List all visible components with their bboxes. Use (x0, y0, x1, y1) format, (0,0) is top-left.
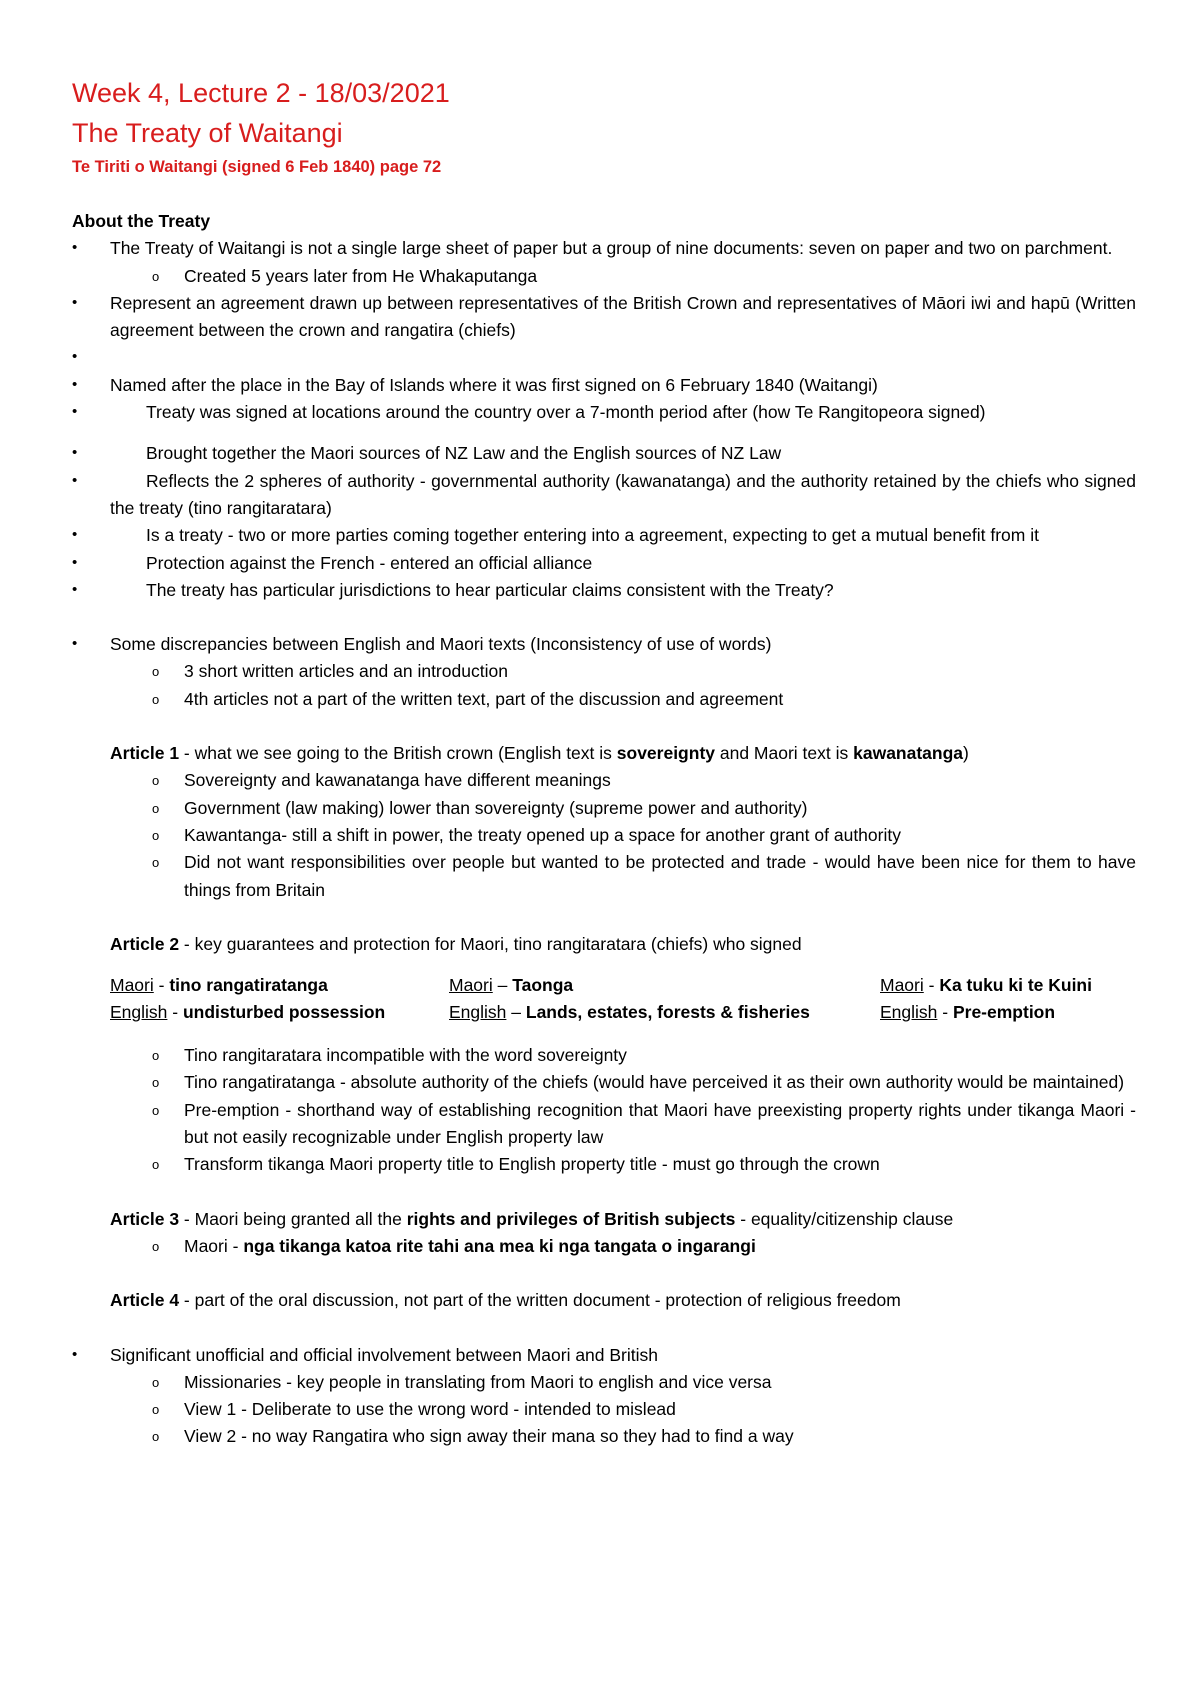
sub-bullet-item: o Government (law making) lower than sovereignty (supreme power and authority) (72, 795, 1136, 822)
sub-bullet-item: o Pre-emption - shorthand way of establishing recognition that Maori have preexisting property rights under tikanga Maori - but not easily recognizable under English property law (72, 1097, 1136, 1152)
sub-bullet-marker: o (152, 1402, 160, 1418)
bullet-marker: • (72, 526, 78, 544)
sub-bullet-marker: o (152, 1238, 160, 1254)
bullet-marker: • (72, 375, 78, 393)
sub-bullet-marker: o (152, 1102, 160, 1118)
article-4-heading: Article 4 - part of the oral discussion, not part of the written document - protection of religious freedom (110, 1290, 901, 1311)
translation-column: Maori - Ka tuku ki te Kuini English - Pre-emption (880, 975, 1092, 1023)
bullet-item: • Protection against the French - entered an official alliance (72, 550, 1136, 577)
bullet-item: • The treaty has particular jurisdictions to hear particular claims consistent with the Treaty? (72, 577, 1136, 604)
sub-bullet-item: o 4th articles not a part of the written text, part of the discussion and agreement (72, 686, 1136, 713)
bullet-item: • Some discrepancies between English and Maori texts (Inconsistency of use of words) (72, 631, 1136, 658)
lecture-title: Week 4, Lecture 2 - 18/03/2021 (72, 78, 450, 108)
bullet-marker: • (72, 403, 78, 421)
sub-bullet-item: o Sovereignty and kawanatanga have different meanings (72, 767, 1136, 794)
sub-bullet-marker: o (152, 1075, 160, 1091)
sub-bullet-marker: o (152, 800, 160, 816)
treaty-subtitle: Te Tiriti o Waitangi (signed 6 Feb 1840) page 72 (72, 158, 442, 176)
sub-bullet-marker: o (152, 1157, 160, 1173)
bullet-item: • Is a treaty - two or more parties coming together entering into a agreement, expecting to get a mutual benefit from it (72, 522, 1136, 549)
empty-bullet-item (72, 344, 1136, 371)
sub-bullet-marker: o (152, 691, 160, 707)
sub-bullet-marker: o (152, 664, 160, 680)
translation-column: Maori - tino rangatiratanga English - undisturbed possession (110, 975, 386, 1023)
about-heading: About the Treaty (72, 211, 211, 231)
bullet-marker: • (72, 471, 78, 489)
notes-body (72, 208, 1136, 1451)
sub-bullet-item: o Did not want responsibilities over people but wanted to be protected and trade - would have been nice for them to have things from Britain (72, 849, 1136, 904)
sub-bullet-marker: o (152, 268, 160, 284)
translation-column: Maori – Taonga English – Lands, estates, forests & fisheries (449, 975, 810, 1023)
sub-bullet-item: o Tino rangatiratanga - absolute authority of the chiefs (would have perceived it as their own authority would be maintained) (72, 1069, 1136, 1096)
sub-bullet-item: o View 1 - Deliberate to use the wrong word - intended to mislead (72, 1396, 1136, 1423)
bullet-marker: • (72, 444, 78, 462)
article-3-heading: Article 3 - Maori being granted all the rights and privileges of British subjects - equality/citizenship clause (110, 1208, 954, 1229)
translation-table (110, 972, 1136, 1028)
sub-bullet-item: o Missionaries - key people in translating from Maori to english and vice versa (72, 1369, 1136, 1396)
bullet-item: • Named after the place in the Bay of Islands where it was first signed on 6 February 1840 (Waitangi) (72, 372, 1136, 399)
bullet-item: • Treaty was signed at locations around the country over a 7-month period after (how Te Rangitopeora signed) (72, 399, 1136, 426)
bullet-marker: • (72, 1345, 78, 1363)
sub-bullet-marker: o (152, 1429, 160, 1445)
bullet-marker: • (72, 293, 78, 311)
sub-bullet-marker: o (152, 773, 160, 789)
bullet-marker: • (72, 635, 78, 653)
sub-bullet-item: o Maori - nga tikanga katoa rite tahi ana mea ki nga tangata o ingarangi (72, 1233, 1136, 1260)
bullet-item: • Brought together the Maori sources of NZ Law and the English sources of NZ Law (72, 440, 1136, 467)
bullet-item: • The Treaty of Waitangi is not a single large sheet of paper but a group of nine documents: seven on paper and two on parchment. (72, 235, 1136, 262)
article-2-heading: Article 2 - key guarantees and protection for Maori, tino rangitaratara (chiefs) who signed (110, 933, 802, 954)
sub-bullet-item: o 3 short written articles and an introduction (72, 658, 1136, 685)
sub-bullet-item: o Tino rangitaratara incompatible with the word sovereignty (72, 1042, 1136, 1069)
sub-bullet-item: o Kawantanga- still a shift in power, the treaty opened up a space for another grant of authority (72, 822, 1136, 849)
bullet-item: • Reflects the 2 spheres of authority - governmental authority (kawanatanga) and the authority retained by the chiefs who signed the treaty (tino rangitaratara) (72, 468, 1136, 523)
bullet-marker: • (72, 348, 78, 366)
sub-bullet-item: o Transform tikanga Maori property title to English property title - must go through the crown (72, 1151, 1136, 1178)
bullet-marker: • (72, 553, 78, 571)
sub-bullet-item: o Created 5 years later from He Whakaputanga (72, 263, 1136, 290)
sub-bullet-marker: o (152, 1374, 160, 1390)
sub-bullet-marker: o (152, 827, 160, 843)
article-1-heading: Article 1 - what we see going to the British crown (English text is sovereignty and Maori text is kawanatanga) (110, 743, 969, 764)
bullet-marker: • (72, 580, 78, 598)
bullet-item: • Represent an agreement drawn up between representatives of the British Crown and representatives of Māori iwi and hapū (Written agreement between the crown and rangatira (chiefs) (72, 290, 1136, 345)
sub-bullet-marker: o (152, 855, 160, 871)
sub-bullet-marker: o (152, 1048, 160, 1064)
bullet-marker: • (72, 239, 78, 257)
treaty-title: The Treaty of Waitangi (72, 118, 343, 148)
sub-bullet-item: o View 2 - no way Rangatira who sign away their mana so they had to find a way (72, 1423, 1136, 1450)
bullet-item: • Significant unofficial and official involvement between Maori and British (72, 1342, 1136, 1369)
